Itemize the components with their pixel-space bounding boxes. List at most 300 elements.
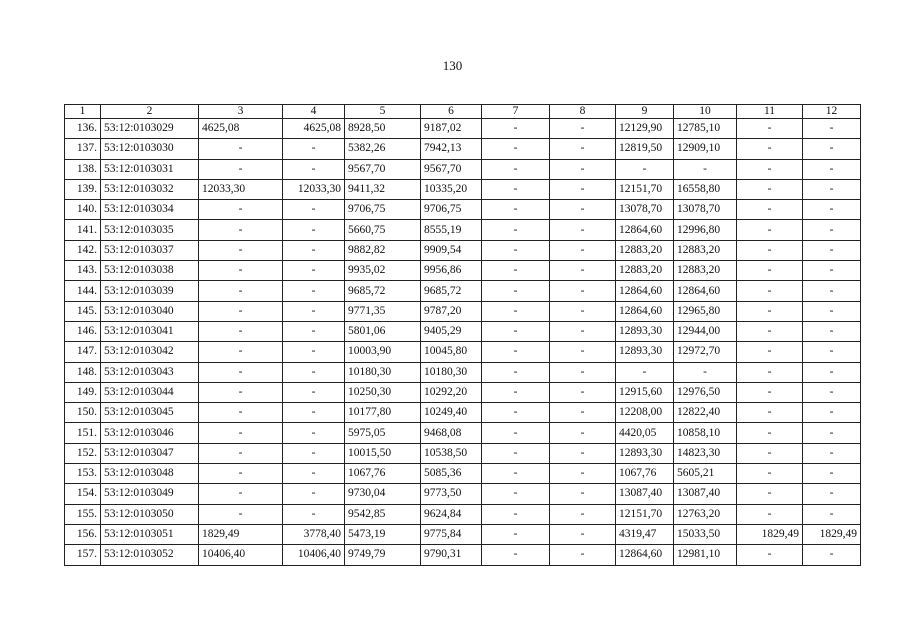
table-cell: - (283, 382, 345, 402)
table-cell: 147. (65, 342, 101, 362)
table-cell: 9909,54 (421, 240, 482, 260)
table-cell: - (803, 484, 861, 504)
table-cell: - (550, 342, 616, 362)
table-cell: - (283, 281, 345, 301)
table-cell: - (737, 362, 803, 382)
table-cell: 15033,50 (674, 524, 737, 544)
table-cell: - (803, 443, 861, 463)
table-row (65, 240, 861, 260)
table-cell: 12883,20 (616, 240, 674, 260)
table-header-row (65, 105, 861, 119)
table-cell: - (283, 464, 345, 484)
table-cell: - (550, 119, 616, 139)
table-cell: - (803, 504, 861, 524)
table-cell: - (674, 362, 737, 382)
table-cell: 12864,60 (616, 545, 674, 565)
table-cell: - (199, 443, 283, 463)
table-cell: 137. (65, 139, 101, 159)
table-cell: - (199, 342, 283, 362)
table-cell: - (737, 240, 803, 260)
column-header-4: 4 (283, 105, 345, 119)
table-cell: 53:12:0103052 (101, 545, 199, 565)
table-cell: - (199, 220, 283, 240)
table-cell: 10177,80 (345, 403, 421, 423)
table-cell: - (803, 200, 861, 220)
table-cell: - (482, 159, 550, 179)
table-cell: 9775,84 (421, 524, 482, 544)
table-cell: - (550, 261, 616, 281)
table-cell: 16558,80 (674, 179, 737, 199)
table-cell: - (550, 504, 616, 524)
table-cell: - (737, 139, 803, 159)
table-cell: - (482, 301, 550, 321)
table-row (65, 321, 861, 341)
column-header-3: 3 (199, 105, 283, 119)
table-cell: 9187,02 (421, 119, 482, 139)
table-cell: - (482, 403, 550, 423)
table-cell: 10003,90 (345, 342, 421, 362)
column-header-2: 2 (101, 105, 199, 119)
table-row (65, 403, 861, 423)
table-cell: 12151,70 (616, 504, 674, 524)
table-cell: - (550, 220, 616, 240)
table-cell: 53:12:0103049 (101, 484, 199, 504)
table-cell: 9956,86 (421, 261, 482, 281)
table-row (65, 423, 861, 443)
table-cell: - (803, 159, 861, 179)
table-cell: 10335,20 (421, 179, 482, 199)
table-cell: 144. (65, 281, 101, 301)
table-cell: 53:12:0103043 (101, 362, 199, 382)
table-cell: - (803, 281, 861, 301)
table-cell: - (482, 342, 550, 362)
table-cell: - (550, 423, 616, 443)
table-cell: - (803, 261, 861, 281)
table-cell: - (550, 200, 616, 220)
table-cell: 12944,00 (674, 321, 737, 341)
table-cell: - (550, 545, 616, 565)
table-cell: 4420,05 (616, 423, 674, 443)
table-cell: 53:12:0103042 (101, 342, 199, 362)
table-row (65, 261, 861, 281)
table-cell: 9411,32 (345, 179, 421, 199)
table-cell: 152. (65, 443, 101, 463)
table-cell: - (803, 240, 861, 260)
table-cell: - (550, 443, 616, 463)
table-body (65, 105, 861, 566)
table-cell: - (550, 464, 616, 484)
table-cell: - (482, 200, 550, 220)
table-cell: 53:12:0103035 (101, 220, 199, 240)
table-cell: 9730,04 (345, 484, 421, 504)
table-cell: 7942,13 (421, 139, 482, 159)
table-cell: 4625,08 (199, 119, 283, 139)
table-cell: - (737, 545, 803, 565)
table-cell: 1067,76 (345, 464, 421, 484)
table-cell: - (803, 464, 861, 484)
table-cell: 12129,90 (616, 119, 674, 139)
table-cell: 5975,05 (345, 423, 421, 443)
table-cell: 10045,80 (421, 342, 482, 362)
table-cell: 5085,36 (421, 464, 482, 484)
table-cell: 12864,60 (616, 220, 674, 240)
table-cell: - (482, 504, 550, 524)
table-cell: - (199, 301, 283, 321)
table-cell: - (550, 159, 616, 179)
table-cell: 8928,50 (345, 119, 421, 139)
table-cell: - (199, 321, 283, 341)
table-cell: - (737, 382, 803, 402)
table-cell: - (482, 139, 550, 159)
table-cell: - (482, 119, 550, 139)
table-cell: 155. (65, 504, 101, 524)
table-cell: - (803, 301, 861, 321)
table-cell: - (283, 139, 345, 159)
table-cell: 9685,72 (345, 281, 421, 301)
table-cell: - (482, 423, 550, 443)
table-cell: 53:12:0103044 (101, 382, 199, 402)
table-cell: 53:12:0103041 (101, 321, 199, 341)
table-cell: 9790,31 (421, 545, 482, 565)
table-cell: 10406,40 (199, 545, 283, 565)
table-cell: 136. (65, 119, 101, 139)
table-cell: - (803, 342, 861, 362)
table-cell: 12819,50 (616, 139, 674, 159)
table-row (65, 179, 861, 199)
table-cell: - (803, 545, 861, 565)
table-cell: 9468,08 (421, 423, 482, 443)
table-cell: 12965,80 (674, 301, 737, 321)
table-cell: 9567,70 (345, 159, 421, 179)
table-cell: - (803, 139, 861, 159)
table-cell: 140. (65, 200, 101, 220)
table-cell: 10250,30 (345, 382, 421, 402)
table-cell: 12785,10 (674, 119, 737, 139)
table-cell: - (199, 261, 283, 281)
table-cell: - (737, 443, 803, 463)
table-cell: 9749,79 (345, 545, 421, 565)
column-header-10: 10 (674, 105, 737, 119)
column-header-9: 9 (616, 105, 674, 119)
table-cell: - (283, 200, 345, 220)
table-cell: 143. (65, 261, 101, 281)
table-cell: 12033,30 (283, 179, 345, 199)
table-cell: - (550, 179, 616, 199)
table-cell: 53:12:0103046 (101, 423, 199, 443)
table-cell: - (482, 321, 550, 341)
table-cell: 1067,76 (616, 464, 674, 484)
table-cell: 9624,84 (421, 504, 482, 524)
table-cell: 12883,20 (674, 261, 737, 281)
table-cell: 53:12:0103047 (101, 443, 199, 463)
table-cell: - (550, 281, 616, 301)
table-cell: - (482, 545, 550, 565)
table-cell: 151. (65, 423, 101, 443)
table-row (65, 342, 861, 362)
table-cell: 12976,50 (674, 382, 737, 402)
table-cell: 13087,40 (616, 484, 674, 504)
column-header-5: 5 (345, 105, 421, 119)
table-cell: - (737, 342, 803, 362)
table-cell: 53:12:0103031 (101, 159, 199, 179)
table-row (65, 484, 861, 504)
table-cell: - (550, 139, 616, 159)
table-cell: 9542,85 (345, 504, 421, 524)
table-cell: 53:12:0103029 (101, 119, 199, 139)
table-row (65, 301, 861, 321)
table-cell: - (737, 119, 803, 139)
table-cell: - (283, 342, 345, 362)
table-cell: 12981,10 (674, 545, 737, 565)
table-cell: - (199, 464, 283, 484)
table-cell: 53:12:0103037 (101, 240, 199, 260)
table-cell: - (199, 382, 283, 402)
table-row (65, 524, 861, 544)
table-cell: 9771,35 (345, 301, 421, 321)
page-number: 130 (442, 58, 463, 73)
table-cell: - (737, 423, 803, 443)
column-header-11: 11 (737, 105, 803, 119)
table-cell: 14823,30 (674, 443, 737, 463)
table-cell: - (283, 261, 345, 281)
table-cell: 53:12:0103051 (101, 524, 199, 544)
table-row (65, 119, 861, 139)
table-row (65, 139, 861, 159)
table-cell: 1829,49 (737, 524, 803, 544)
table-cell: - (737, 484, 803, 504)
table-cell: 4319,47 (616, 524, 674, 544)
table-cell: - (283, 504, 345, 524)
table-cell: 12864,60 (616, 301, 674, 321)
table-cell: 12208,00 (616, 403, 674, 423)
table-cell: 141. (65, 220, 101, 240)
table-cell: 12915,60 (616, 382, 674, 402)
table-cell: 9405,29 (421, 321, 482, 341)
table-cell: - (482, 464, 550, 484)
table-cell: 9935,02 (345, 261, 421, 281)
table-cell: 53:12:0103034 (101, 200, 199, 220)
table-cell: - (199, 159, 283, 179)
table-cell: 53:12:0103030 (101, 139, 199, 159)
table-cell: 9706,75 (345, 200, 421, 220)
table-row (65, 443, 861, 463)
column-header-12: 12 (803, 105, 861, 119)
table-row (65, 281, 861, 301)
table-row (65, 220, 861, 240)
table-cell: 53:12:0103040 (101, 301, 199, 321)
table-cell: - (199, 200, 283, 220)
table-cell: - (199, 484, 283, 504)
table-cell: 146. (65, 321, 101, 341)
table-cell: 5473,19 (345, 524, 421, 544)
table-cell: - (482, 281, 550, 301)
table-cell: 12883,20 (674, 240, 737, 260)
table-cell: - (737, 200, 803, 220)
table-cell: - (283, 220, 345, 240)
table-cell: - (482, 220, 550, 240)
data-table (64, 104, 861, 566)
table-cell: 12893,30 (616, 321, 674, 341)
table-cell: - (482, 524, 550, 544)
table-cell: 12883,20 (616, 261, 674, 281)
table-cell: - (803, 423, 861, 443)
table-cell: 9567,70 (421, 159, 482, 179)
table-cell: 10180,30 (345, 362, 421, 382)
table-cell: 12151,70 (616, 179, 674, 199)
table-cell: 1829,49 (803, 524, 861, 544)
table-cell: - (482, 179, 550, 199)
table-cell: - (737, 464, 803, 484)
table-cell: - (482, 382, 550, 402)
table-cell: 12822,40 (674, 403, 737, 423)
table-cell: 12893,30 (616, 443, 674, 463)
table-cell: 9685,72 (421, 281, 482, 301)
table-row (65, 504, 861, 524)
table-cell: - (199, 139, 283, 159)
table-cell: - (550, 524, 616, 544)
table-cell: - (199, 240, 283, 260)
table-cell: - (283, 443, 345, 463)
table-cell: - (737, 220, 803, 240)
table-cell: 10180,30 (421, 362, 482, 382)
table-cell: 9882,82 (345, 240, 421, 260)
table-cell: 148. (65, 362, 101, 382)
table-cell: - (550, 321, 616, 341)
table-cell: - (803, 362, 861, 382)
table-cell: - (283, 240, 345, 260)
table-cell: 10015,50 (345, 443, 421, 463)
table-cell: 5605,21 (674, 464, 737, 484)
table-cell: 12909,10 (674, 139, 737, 159)
table-cell: - (803, 119, 861, 139)
table-cell: 12864,60 (616, 281, 674, 301)
table-row (65, 545, 861, 565)
table-cell: - (550, 382, 616, 402)
table-cell: - (199, 403, 283, 423)
table-cell: 53:12:0103048 (101, 464, 199, 484)
table-cell: - (674, 159, 737, 179)
table-cell: - (283, 159, 345, 179)
table-cell: - (482, 261, 550, 281)
table-cell: 5801,06 (345, 321, 421, 341)
table-cell: - (737, 301, 803, 321)
table-cell: - (737, 403, 803, 423)
table-cell: - (550, 403, 616, 423)
table-cell: - (482, 484, 550, 504)
table-cell: 13078,70 (616, 200, 674, 220)
table-cell: - (737, 281, 803, 301)
table-cell: 139. (65, 179, 101, 199)
column-header-7: 7 (482, 105, 550, 119)
table-cell: 156. (65, 524, 101, 544)
table-row (65, 362, 861, 382)
table-cell: 10406,40 (283, 545, 345, 565)
table-cell: - (199, 504, 283, 524)
table-cell: - (803, 220, 861, 240)
table-cell: 138. (65, 159, 101, 179)
table-cell: - (737, 504, 803, 524)
table-cell: 13078,70 (674, 200, 737, 220)
table-cell: - (550, 301, 616, 321)
table-cell: 10292,20 (421, 382, 482, 402)
table-cell: 142. (65, 240, 101, 260)
table-cell: 157. (65, 545, 101, 565)
table-cell: - (199, 423, 283, 443)
table-cell: 1829,49 (199, 524, 283, 544)
table-cell: 3778,40 (283, 524, 345, 544)
table-cell: - (283, 362, 345, 382)
table-cell: 9787,20 (421, 301, 482, 321)
table-cell: 10249,40 (421, 403, 482, 423)
table-cell: 9706,75 (421, 200, 482, 220)
column-header-1: 1 (65, 105, 101, 119)
table-cell: 12972,70 (674, 342, 737, 362)
table-cell: 12893,30 (616, 342, 674, 362)
table-cell: 149. (65, 382, 101, 402)
table-cell: 53:12:0103038 (101, 261, 199, 281)
table-cell: - (199, 362, 283, 382)
table-cell: - (482, 240, 550, 260)
table-cell: 8555,19 (421, 220, 482, 240)
table-cell: - (283, 484, 345, 504)
table-cell: - (737, 179, 803, 199)
table-cell: - (803, 321, 861, 341)
table-cell: - (737, 159, 803, 179)
column-header-8: 8 (550, 105, 616, 119)
table-cell: - (803, 403, 861, 423)
table-cell: 12996,80 (674, 220, 737, 240)
table-cell: - (737, 261, 803, 281)
table-cell: - (616, 362, 674, 382)
table-cell: 10858,10 (674, 423, 737, 443)
table-cell: 10538,50 (421, 443, 482, 463)
column-header-6: 6 (421, 105, 482, 119)
table-cell: 53:12:0103045 (101, 403, 199, 423)
table-cell: 153. (65, 464, 101, 484)
table-cell: - (283, 403, 345, 423)
table-cell: 12033,30 (199, 179, 283, 199)
table-cell: - (199, 281, 283, 301)
table-cell: - (482, 362, 550, 382)
table-cell: 12864,60 (674, 281, 737, 301)
table-cell: 4625,08 (283, 119, 345, 139)
table-cell: - (737, 321, 803, 341)
table-cell: - (550, 362, 616, 382)
table-cell: - (283, 301, 345, 321)
table-cell: 9773,50 (421, 484, 482, 504)
table-cell: - (482, 443, 550, 463)
table-cell: 12763,20 (674, 504, 737, 524)
table-row (65, 200, 861, 220)
table-cell: - (283, 321, 345, 341)
table-cell: - (550, 240, 616, 260)
table-cell: 150. (65, 403, 101, 423)
table-cell: - (803, 179, 861, 199)
table-row (65, 382, 861, 402)
table-cell: - (616, 159, 674, 179)
table-cell: 5382,26 (345, 139, 421, 159)
table-cell: 145. (65, 301, 101, 321)
table-cell: 13087,40 (674, 484, 737, 504)
table-row (65, 464, 861, 484)
table-cell: - (550, 484, 616, 504)
table-cell: - (803, 382, 861, 402)
table-cell: 53:12:0103039 (101, 281, 199, 301)
table-cell: 53:12:0103050 (101, 504, 199, 524)
table-cell: - (283, 423, 345, 443)
table-cell: 53:12:0103032 (101, 179, 199, 199)
table-cell: 154. (65, 484, 101, 504)
